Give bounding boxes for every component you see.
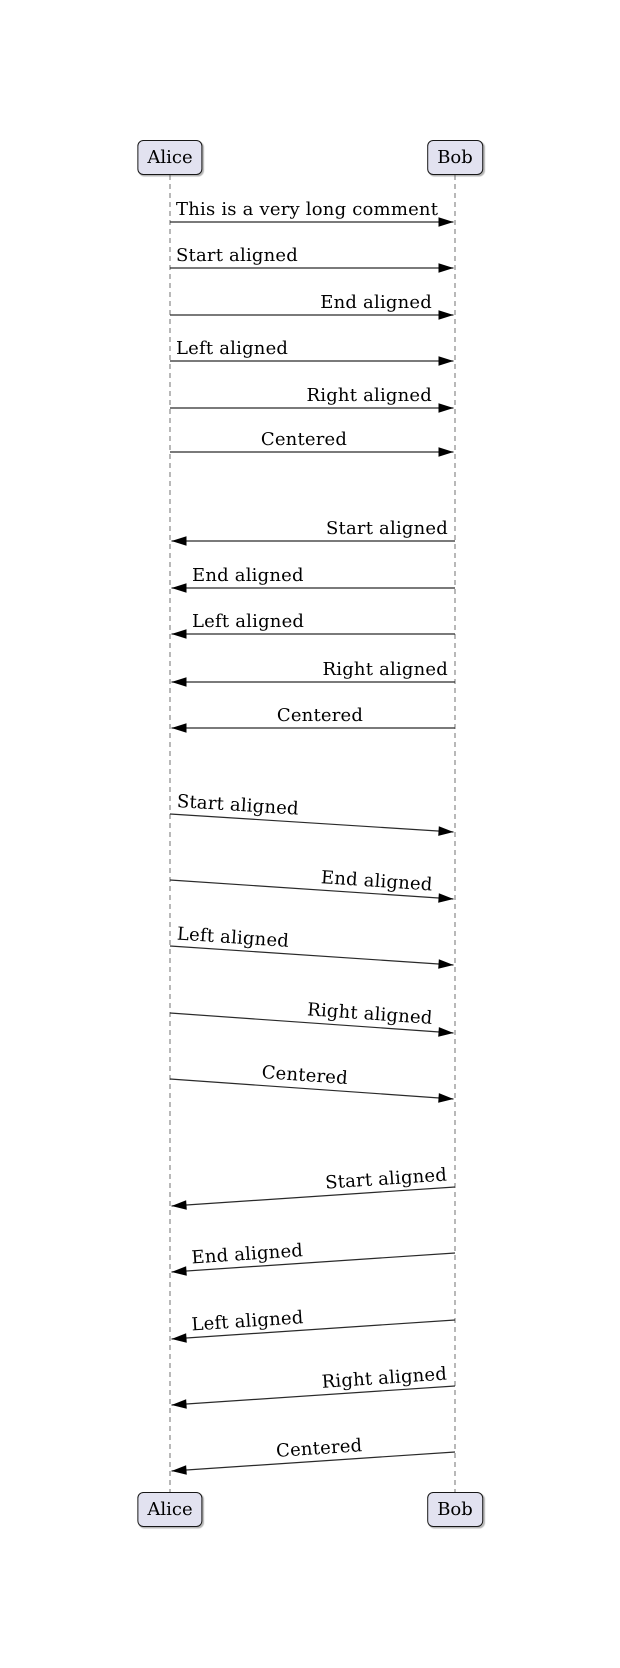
participant-box-bob-top: Bob [427,140,483,175]
participant-box-bob-bottom: Bob [427,1492,483,1527]
message-line [172,1320,456,1339]
message-label: Left aligned [176,338,289,359]
message-line [172,1386,456,1405]
arrowhead-icon [171,1333,187,1344]
message-label: Start aligned [324,1164,448,1194]
arrowhead-icon [171,1465,187,1476]
message-label: Right aligned [321,1363,448,1393]
message-line [170,880,454,899]
arrowhead-icon [438,959,454,970]
arrowhead-icon [439,403,454,413]
message-label: Right aligned [306,385,432,406]
message-line [172,1187,456,1206]
message-label: End aligned [320,867,434,896]
arrowhead-icon [438,893,454,904]
arrowhead-icon [439,310,454,320]
arrowhead-icon [439,447,454,457]
message-label: End aligned [192,565,304,586]
arrowhead-icon [171,1266,187,1277]
message-line [170,1013,454,1033]
message-label: Centered [261,1062,349,1090]
message-label: Start aligned [326,518,448,539]
message-line [170,814,454,832]
message-label: End aligned [190,1240,304,1269]
message-label: Left aligned [190,1307,305,1336]
message-label: Start aligned [176,791,300,821]
message-line [172,1253,456,1272]
message-label: Right aligned [322,659,448,680]
message-label: End aligned [320,292,432,313]
arrowhead-icon [439,356,454,366]
participant-box-alice-bottom: Alice [137,1492,202,1527]
arrowhead-icon [171,1200,187,1211]
arrowhead-icon [438,826,454,837]
message-label: Right aligned [306,999,434,1030]
arrowhead-icon [172,536,187,546]
arrowhead-icon [172,583,187,593]
arrowhead-icon [438,1027,454,1038]
message-label: Left aligned [192,611,305,632]
message-label: Start aligned [176,245,298,266]
message-label: Centered [275,1435,363,1462]
message-line [170,1079,454,1099]
message-line [170,946,454,965]
message-line [172,1452,456,1471]
arrowhead-icon [172,629,187,639]
arrowhead-icon [438,1093,454,1104]
arrowhead-icon [439,263,454,273]
arrowhead-icon [439,217,454,227]
arrowhead-icon [171,1399,187,1410]
message-label: Centered [276,705,364,726]
arrowhead-icon [172,723,187,733]
arrowhead-icon [172,677,187,687]
participant-box-alice-top: Alice [137,140,202,175]
message-label: Left aligned [176,923,290,952]
message-label: Centered [260,429,348,450]
message-label: This is a very long comment [176,199,439,220]
